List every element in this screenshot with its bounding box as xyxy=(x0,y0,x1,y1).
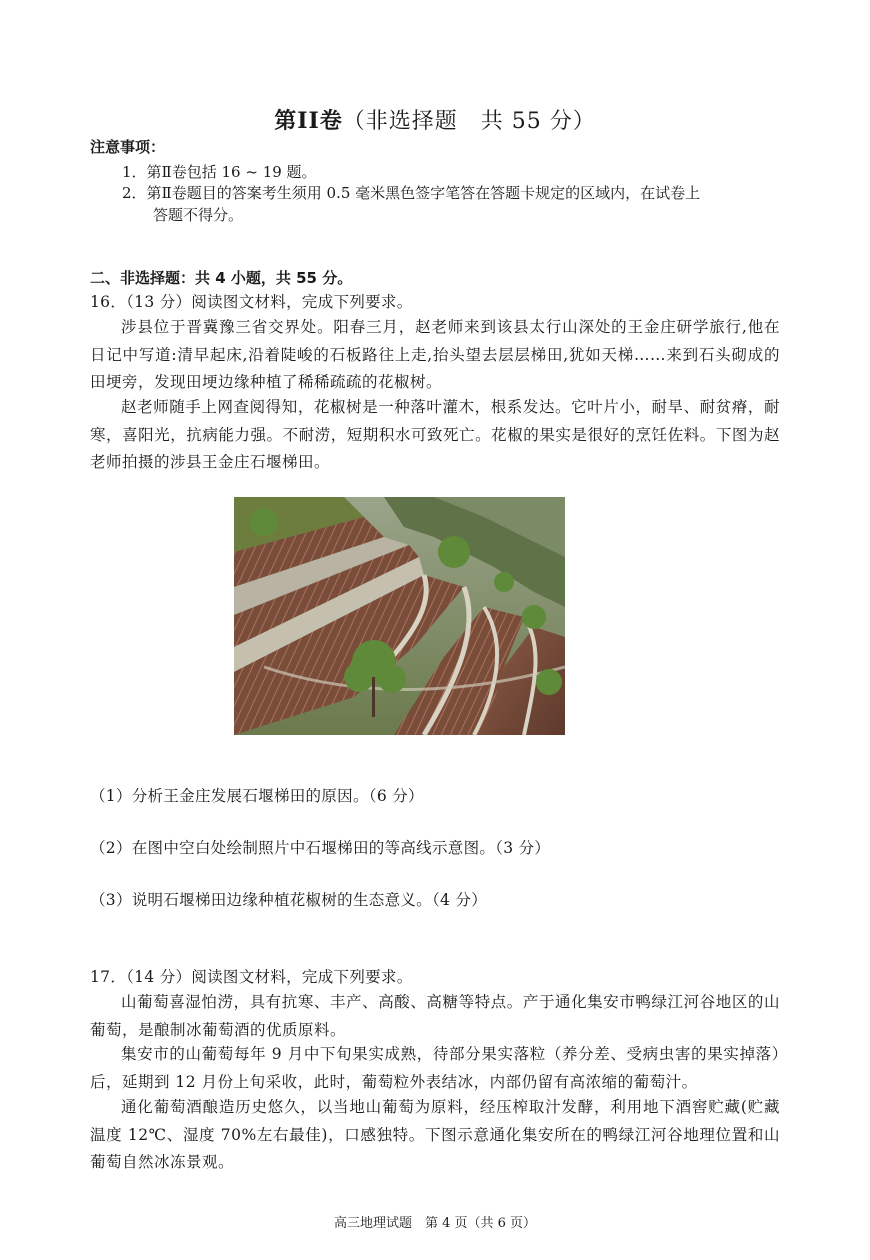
notes-heading: 注意事项： xyxy=(90,138,166,156)
title-main: 第II卷 xyxy=(274,108,343,134)
q16-paragraph-1: 涉县位于晋冀豫三省交界处。阳春三月，赵老师来到该县太行山深处的王金庄研学旅行,他在日记中写道:清早起床,沿着陡峻的石板路往上走,抬头望去层层梯田,犹如天梯……来到石头砌成的田埂旁，发现田埂边缘种植了稀稀疏疏的花椒树。 xyxy=(90,318,780,391)
q16-sub-3: （3）说明石堰梯田边缘种植花椒树的生态意义。（4 分） xyxy=(90,891,488,909)
terraced-field-photo xyxy=(234,497,565,735)
section-heading: 二、非选择题：共 4 小题，共 55 分。 xyxy=(90,269,353,287)
q17-paragraph-1: 山葡萄喜湿怕涝，具有抗寒、丰产、高酸、高糖等特点。产于通化集安市鸭绿江河谷地区的山葡萄，是酿制冰葡萄酒的优质原料。 xyxy=(90,993,780,1039)
q16-sub-1: （1）分析王金庄发展石堰梯田的原因。（6 分） xyxy=(90,787,424,805)
page-footer: 高三地理试题 第 4 页（共 6 页） xyxy=(333,1216,537,1231)
q16-paragraph-2: 赵老师随手上网查阅得知，花椒树是一种落叶灌木，根系发达。它叶片小，耐旱、耐贫瘠，耐寒，喜阳光，抗病能力强。不耐涝，短期积水可致死亡。花椒的果实是很好的烹饪佐料。下图为赵老师拍摄的涉县王金庄石堰梯田。 xyxy=(90,398,780,471)
q17-paragraph-2: 集安市的山葡萄每年 9 月中下旬果实成熟，待部分果实落粒（养分差、受病虫害的果实掉落）后，延期到 12 月份上旬采收，此时，葡萄粒外表结冰，内部仍留有高浓缩的葡萄汁。 xyxy=(90,1045,780,1091)
notes-item-1: 1．第Ⅱ卷包括 16 ~ 19 题。 xyxy=(122,163,317,181)
title-paren: （非选择题 共 55 分） xyxy=(342,109,596,134)
q16-intro: 16．（13 分）阅读图文材料，完成下列要求。 xyxy=(90,293,413,311)
q16-sub-2: （2）在图中空白处绘制照片中石堰梯田的等高线示意图。（3 分） xyxy=(90,839,551,857)
notes-item-2-line-2: 答题不得分。 xyxy=(153,206,244,224)
page-title xyxy=(0,104,870,135)
notes-item-2-line-1: 2．第Ⅱ卷题目的答案考生须用 0.5 毫米黑色签字笔答在答题卡规定的区域内，在试卷上 xyxy=(122,184,701,202)
q17-intro: 17．（14 分）阅读图文材料，完成下列要求。 xyxy=(90,968,413,986)
q17-paragraph-3: 通化葡萄酒酿造历史悠久，以当地山葡萄为原料，经压榨取汁发酵，利用地下酒窖贮藏(贮藏温度 12℃、湿度 70%左右最佳)，口感独特。下图示意通化集安所在的鸭绿江河谷地理位置和山葡萄自然冰冻景观。 xyxy=(90,1098,780,1171)
